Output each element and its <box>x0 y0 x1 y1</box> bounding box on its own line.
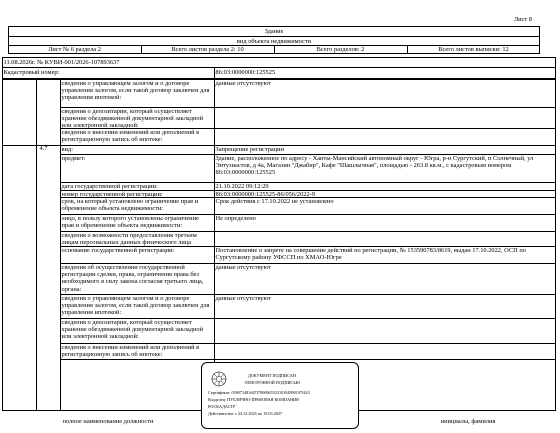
row-label: сведения о управляющем залогом и о договоре управления залогом, если такой договор заключен для управления ипотекой: <box>61 80 210 102</box>
row-label: сведения о возможности предоставления третьим лицам персональных данных физического лица <box>61 232 197 247</box>
cadastral-label: Кадастровый номер: <box>3 69 60 76</box>
sections-total: Всего разделов: 2 <box>316 46 365 53</box>
stamp-valid: Действителен: с 24.12.2025 по 19.03.2027 <box>208 411 283 416</box>
row-value: Срок действия с 17.10.2022 не установлено <box>215 198 334 205</box>
row-label: сведения о депозитарии, который осуществляет хранение обездвиженной документарной закладной или электронной закладной: <box>61 319 204 341</box>
row-value: Запрещение регистрации <box>215 146 285 153</box>
row-value: Постановление о запрете на совершение действий по регистрации, № 153590783/8619, выдан 17.10.2022, ОСП по Сургутскому району УФССП по ХМАО-Югре <box>215 247 526 262</box>
row-value: данные отсутствуют <box>215 295 272 302</box>
row-label: основание государственной регистрации: <box>61 247 175 254</box>
stamp-cert: Сертификат: 039071481d47f790696553210104890197f443 <box>208 390 310 395</box>
row-label: сведения об осуществлении государственной регистрации сделки, права, ограничения права без необходимого в силу закона согласия третьего лица, органа: <box>61 264 204 293</box>
row-label: сведения о внесении изменений или дополнений в регистрационную запись об ипотеке: <box>61 344 200 359</box>
sheets-total: Всего листов выписки: 12 <box>438 46 509 53</box>
stamp-owner2: РОСКАДАСТР <box>208 404 236 409</box>
row-label: дата государственной регистрации: <box>61 183 158 190</box>
row-label: сведения о внесении изменений или дополнений в регистрационную запись об ипотеке: <box>61 129 200 144</box>
name-label: инициалы, фамилия <box>440 418 496 425</box>
stamp-owner: Владелец: ПУБЛИЧНО-ПРАВОВАЯ КОМПАНИЯ <box>208 397 299 402</box>
entry-number: 4.7 <box>39 145 48 152</box>
row-label: сведения о депозитарии, который осуществляет хранение обездвиженной документарной закладной или электронной закладной: <box>61 108 204 130</box>
sheets-in-section: Всего листов раздела 2: 10 <box>171 46 244 53</box>
stamp-line1: ДОКУМЕНТ ПОДПИСАН <box>248 373 296 378</box>
row-value: 86:03:0000000:125525-86/056/2022-9 <box>215 191 315 198</box>
signature-stamp <box>201 362 359 429</box>
row-label: предмет: <box>61 155 86 162</box>
sheet-number: Лист 8 <box>513 16 532 23</box>
row-label: лицо, в пользу которого установлены ограничение прав и обременение объекта недвижимости: <box>61 215 199 230</box>
position-label: полное наименование должности <box>62 418 154 425</box>
row-value: Не определено <box>215 215 256 222</box>
doc-number: 11.08.2026г. № КУВИ-001/2026-107893637 <box>3 59 120 66</box>
object-subtitle: вид объекта недвижимости <box>236 38 312 45</box>
row-label: вид: <box>61 146 73 153</box>
stamp-line2: ЭЛЕКТРОННОЙ ПОДПИСЬЮ <box>244 380 301 385</box>
row-value: данные отсутствуют <box>215 264 272 271</box>
sheet-section: Лист № 6 раздела 2 <box>48 46 101 53</box>
row-value: 21.10.2022 09:12:29 <box>215 183 269 190</box>
cadastral-value: 86:03:0000000:125525 <box>215 69 276 76</box>
row-value: данные отсутствуют <box>215 80 272 87</box>
row-value: Здание, расположенное по адресу - Ханты-Мансийский автономный округ - Югра, р-н Сургутский, п Солнечный, ул Энтузиастов, д 4а, Магазин "Джабир", Кафе "Шашлычная", площадью - 263.8 кв.м., с кадастровым номером 86:03:0000000:125525 <box>215 155 534 177</box>
row-label: срок, на который установлено ограничение прав и обременение объекта недвижимости: <box>61 198 199 213</box>
object-title: Здание <box>264 28 284 35</box>
emblem-icon <box>211 371 227 387</box>
row-label: номер государственной регистрации: <box>61 191 163 198</box>
row-label: сведения о управляющем залогом и о договоре управления залогом, если такой договор заключен для управления ипотекой: <box>61 295 210 317</box>
